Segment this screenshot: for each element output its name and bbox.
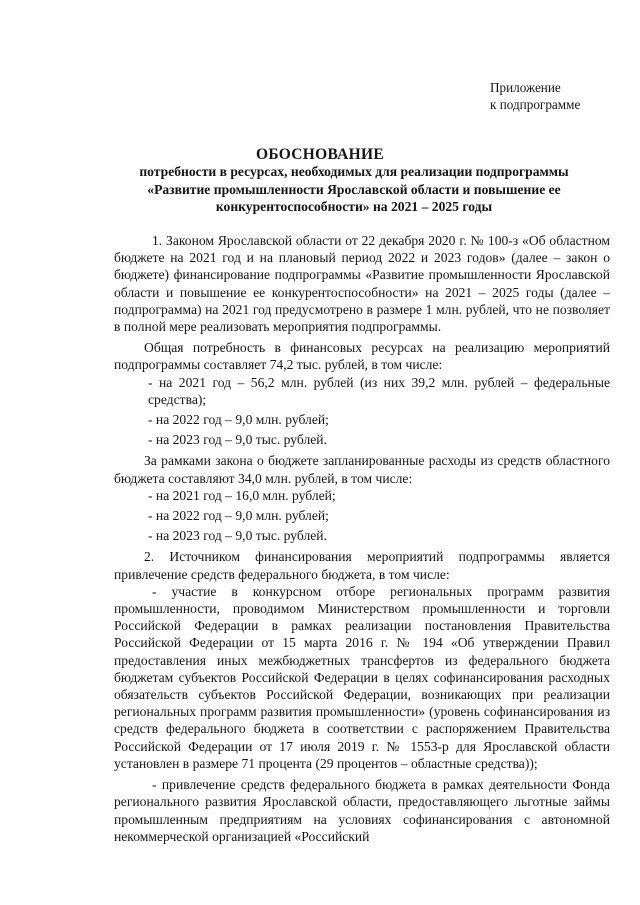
- paragraph-3: За рамками закона о бюджете запланированные расходы из средств областного бюджета составляют 34,0 млн. рублей, в том числе:: [114, 453, 610, 486]
- document-body: [114, 232, 610, 845]
- list-item: - на 2023 год – 9,0 тыс. рублей.: [148, 432, 327, 448]
- list-item: - на 2021 год – 16,0 млн. рублей;: [148, 487, 336, 503]
- paragraph-5: - участие в конкурсном отборе региональных программ развития промышленности, проводимом Министерством промышленности и торговли Российской Федерации в рамках реализации постановления Правительства Российской Федерации от 15 марта 2016 г. № 194 «Об утверждении Правил предоставления иных межбюджетных трансфертов из федерального бюджета бюджетам субъектов Российской Федерации в целях софинансирования расходных обязательств субъектов Российской Федерации, возникающих при реализации региональных программ развития промышленности» (уровень софинансирования из средств федерального бюджета в соответствии с распоряжением Правительства Российской Федерации от 17 июля 2019 г. № 1553-р для Ярославской области установлен в размере 71 процента (29 процентов – областные средства));: [114, 583, 610, 771]
- subtitle-line-1: потребности в ресурсах, необходимых для реализации подпрограммы: [139, 164, 569, 179]
- subtitle-line-2: «Развитие промышленности Ярославской области и повышение ее: [147, 181, 561, 197]
- paragraph-2: Общая потребность в финансовых ресурсах на реализацию мероприятий подпрограммы составляет 74,2 тыс. рублей, в том числе:: [114, 340, 610, 373]
- list-item: - на 2023 год – 9,0 тыс. рублей.: [148, 528, 327, 544]
- appendix-line-1: Приложение: [490, 80, 561, 95]
- document-subtitle: [100, 163, 608, 216]
- paragraph-4: 2. Источником финансирования мероприятий подпрограммы является привлечение средств федерального бюджета, в том числе:: [114, 549, 610, 582]
- appendix-line-2: к подпрограмме: [490, 97, 581, 112]
- appendix-note: [490, 79, 630, 113]
- list-item: - на 2022 год – 9,0 млн. рублей;: [148, 412, 329, 428]
- document-title: ОБОСНОВАНИЕ: [255, 146, 385, 163]
- list-item: - на 2022 год – 9,0 млн. рублей;: [148, 508, 329, 524]
- subtitle-line-3: конкурентоспособности» на 2021 – 2025 годы: [215, 199, 493, 215]
- paragraph-1: 1. Законом Ярославской области от 22 декабря 2020 г. № 100-з «Об областном бюджете на 2021 год и на плановый период 2022 и 2023 годов» (далее – закон о бюджете) финансирование подпрограммы «Развитие промышленности Ярославской области и повышение ее конкурентоспособности» на 2021 – 2025 годы (далее – подпрограмма) на 2021 год предусмотрено в размере 1 млн. рублей, что не позволяет в полной мере реализовать мероприятия подпрограммы.: [114, 233, 610, 335]
- paragraph-6: - привлечение средств федерального бюджета в рамках деятельности Фонда регионального развития Ярославской области, предоставляющего льготные займы промышленным предприятиям на условиях софинансирования с автономной некоммерческой организацией «Российский: [114, 777, 610, 844]
- list-item: - на 2021 год – 56,2 млн. рублей (из них 39,2 млн. рублей – федеральные средства);: [148, 374, 610, 407]
